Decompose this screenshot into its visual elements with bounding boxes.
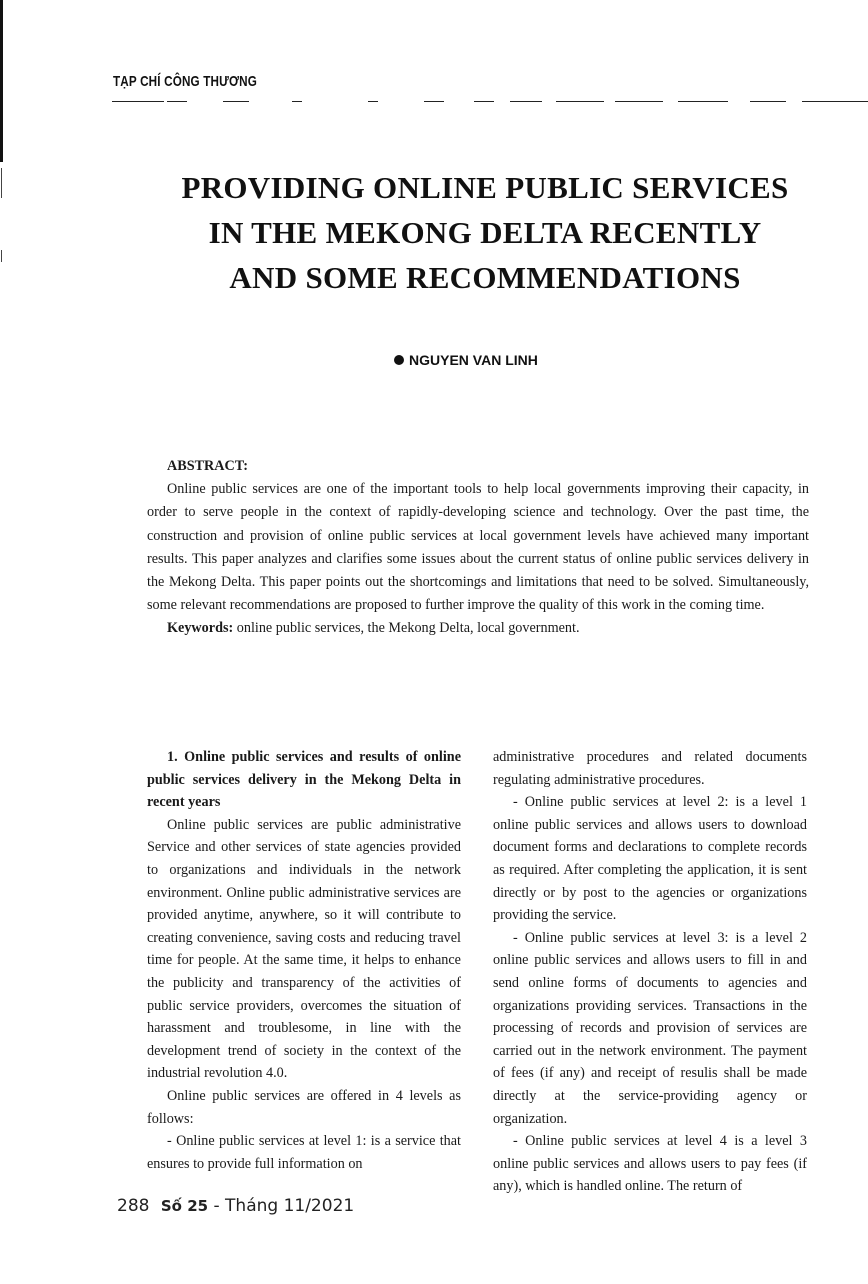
page-number: 288 (117, 1196, 150, 1216)
keywords-line (147, 617, 809, 640)
paragraph: Online public services are public administrative Service and other services of state agencies provided to organizations and individuals in the network environment. Online public administrative services are provided anytime, anywhere, so it will contribute to creating convenience, saving costs and reducing travel time for people. At the same time, it helps to enhance the publicity and transparency of the activities of public service providers, overcomes the situation of harassment and troublesome, in line with the development trend of society in the context of the industrial revolution 4.0. (147, 816, 461, 1082)
right-column (493, 746, 807, 1198)
abstract-heading: ABSTRACT: (167, 458, 248, 474)
keywords-text: online public services, the Mekong Delta, local government. (233, 620, 580, 637)
author-byline (394, 352, 538, 368)
page-footer (117, 1196, 354, 1216)
scan-edge-tick (1, 250, 2, 262)
scan-edge-mark (0, 0, 3, 162)
issue-date: Tháng 11/2021 (225, 1196, 355, 1216)
title-line: AND SOME RECOMMENDATIONS (229, 260, 741, 295)
paragraph: - Online public services at level 3: is a level 2 online public services and allows users to fill in and send online forms of documents to agencies and organizations providing services. Transactions in the processing of records and provision of services are carried out in the network environment. The payment of fees (if any) and receipt of resulis shall be made directly at the service-providing agency or organization. (493, 929, 807, 1127)
article-title (100, 165, 868, 300)
abstract-block (147, 455, 809, 641)
bullet-icon (394, 355, 404, 365)
paragraph: - Online public services at level 4 is a level 3 online public services and allows users to pay fees (if any), which is handled online. The return of (493, 1133, 807, 1195)
left-column (147, 746, 461, 1175)
footer-separator: - (208, 1196, 226, 1216)
paragraph: Online public services are offered in 4 levels as follows: (147, 1087, 461, 1127)
section-heading: 1. Online public services and results of online public services delivery in the Mekong Delta in recent years (147, 749, 461, 811)
title-line: IN THE MEKONG DELTA RECENTLY (208, 215, 762, 250)
issue-number: Số 25 (160, 1197, 209, 1215)
title-line: PROVIDING ONLINE PUBLIC SERVICES (181, 170, 789, 205)
author-name: NGUYEN VAN LINH (409, 352, 538, 368)
paragraph: administrative procedures and related documents regulating administrative procedures. (493, 749, 807, 788)
paragraph: - Online public services at level 1: is a service that ensures to provide full information on (147, 1133, 461, 1172)
header-dashed-rule (112, 101, 868, 102)
scan-edge-tick (1, 168, 2, 198)
abstract-body: Online public services are one of the important tools to help local governments improving their capacity, in order to serve people in the context of rapidly-developing science and technology. Over the past time, the construction and provision of online public services at local government levels have achieved many important results. This paper analyzes and clarifies some issues about the current status of online public services delivery in the Mekong Delta. This paper points out the shortcomings and limitations that need to be solved. Simultaneously, some relevant recommendations are proposed to further improve the quality of this work in the coming time. (147, 481, 809, 614)
paragraph: - Online public services at level 2: is a level 1 online public services and allows users to download document forms and declarations to complete records as required. After completing the application, it is sent directly or by post to the agencies or organizations providing the service. (493, 794, 807, 924)
keywords-label: Keywords: (167, 620, 234, 637)
journal-header: TẠP CHÍ CÔNG THƯƠNG (113, 73, 257, 90)
